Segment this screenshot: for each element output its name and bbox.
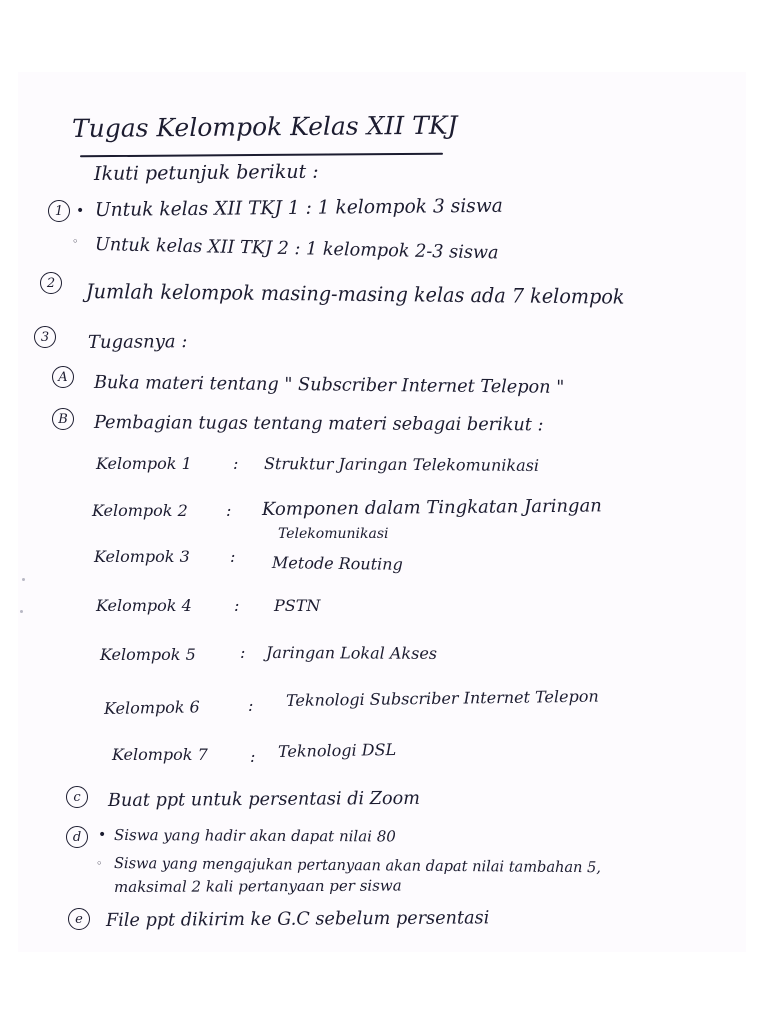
group-5-topic: Jaringan Lokal Akses bbox=[265, 643, 438, 663]
class-2-group-rule: Untuk kelas XII TKJ 2 : 1 kelompok 2-3 siswa bbox=[94, 234, 499, 264]
group-7-label: Kelompok 7 bbox=[112, 745, 208, 764]
task-b-text: Pembagian tugas tentang materi sebagai berikut : bbox=[93, 412, 544, 436]
group-6-separator: : bbox=[248, 696, 254, 715]
group-5-label: Kelompok 5 bbox=[100, 645, 196, 664]
group-4-separator: : bbox=[234, 596, 240, 615]
bullet-icon: ◦ bbox=[72, 235, 79, 248]
task-d-bonus-limit: maksimal 2 kali pertanyaan per siswa bbox=[113, 876, 402, 896]
letter-d-marker: d bbox=[66, 826, 88, 848]
group-4-topic: PSTN bbox=[274, 596, 321, 615]
group-count-text: Jumlah kelompok masing-masing kelas ada 7 kelompok bbox=[85, 279, 625, 309]
group-1-separator: : bbox=[233, 454, 239, 473]
tasks-heading: Tugasnya : bbox=[87, 331, 188, 353]
group-7-topic: Teknologi DSL bbox=[277, 739, 397, 761]
letter-c-marker: c bbox=[66, 786, 88, 808]
letter-a-marker: A bbox=[52, 366, 74, 388]
scan-speck bbox=[20, 610, 23, 613]
group-6-label: Kelompok 6 bbox=[103, 697, 200, 718]
group-1-label: Kelompok 1 bbox=[96, 454, 192, 473]
group-6-topic: Teknologi Subscriber Internet Telepon bbox=[285, 686, 599, 710]
group-2-label: Kelompok 2 bbox=[92, 501, 188, 520]
group-3-label: Kelompok 3 bbox=[94, 547, 190, 566]
group-4-label: Kelompok 4 bbox=[96, 596, 192, 615]
number-3-marker: 3 bbox=[34, 326, 56, 348]
group-3-topic: Metode Routing bbox=[271, 553, 403, 574]
task-d-bonus-score: Siswa yang mengajukan pertanyaan akan dapat nilai tambahan 5, bbox=[113, 854, 602, 877]
bullet-icon: • bbox=[98, 827, 107, 843]
group-3-separator: : bbox=[230, 547, 236, 566]
group-2-topic: Komponen dalam Tingkatan Jaringan bbox=[261, 495, 602, 520]
group-2-separator: : bbox=[226, 501, 232, 520]
group-7-separator: : bbox=[250, 747, 256, 766]
group-5-separator: : bbox=[240, 643, 246, 662]
letter-b-marker: B bbox=[52, 408, 74, 430]
intro-text: Ikuti petunjuk berikut : bbox=[93, 160, 319, 185]
bullet-icon: • bbox=[76, 203, 85, 219]
class-1-group-rule: Untuk kelas XII TKJ 1 : 1 kelompok 3 siswa bbox=[94, 194, 503, 221]
task-e-text: File ppt dikirim ke G.C sebelum persentasi bbox=[105, 907, 490, 931]
task-c-text: Buat ppt untuk persentasi di Zoom bbox=[107, 787, 421, 811]
letter-e-marker: e bbox=[68, 908, 90, 930]
page-title: Tugas Kelompok Kelas XII TKJ bbox=[71, 110, 458, 143]
scan-speck bbox=[22, 578, 25, 581]
task-a-text: Buka materi tentang " Subscriber Internet Telepon " bbox=[93, 372, 565, 398]
group-1-topic: Struktur Jaringan Telekomunikasi bbox=[263, 454, 540, 475]
bullet-icon: ◦ bbox=[96, 857, 103, 870]
number-1-marker: 1 bbox=[48, 200, 70, 222]
number-2-marker: 2 bbox=[40, 272, 62, 294]
task-d-attendance-score: Siswa yang hadir akan dapat nilai 80 bbox=[113, 826, 396, 846]
group-2-topic-continued: Telekomunikasi bbox=[278, 526, 389, 542]
